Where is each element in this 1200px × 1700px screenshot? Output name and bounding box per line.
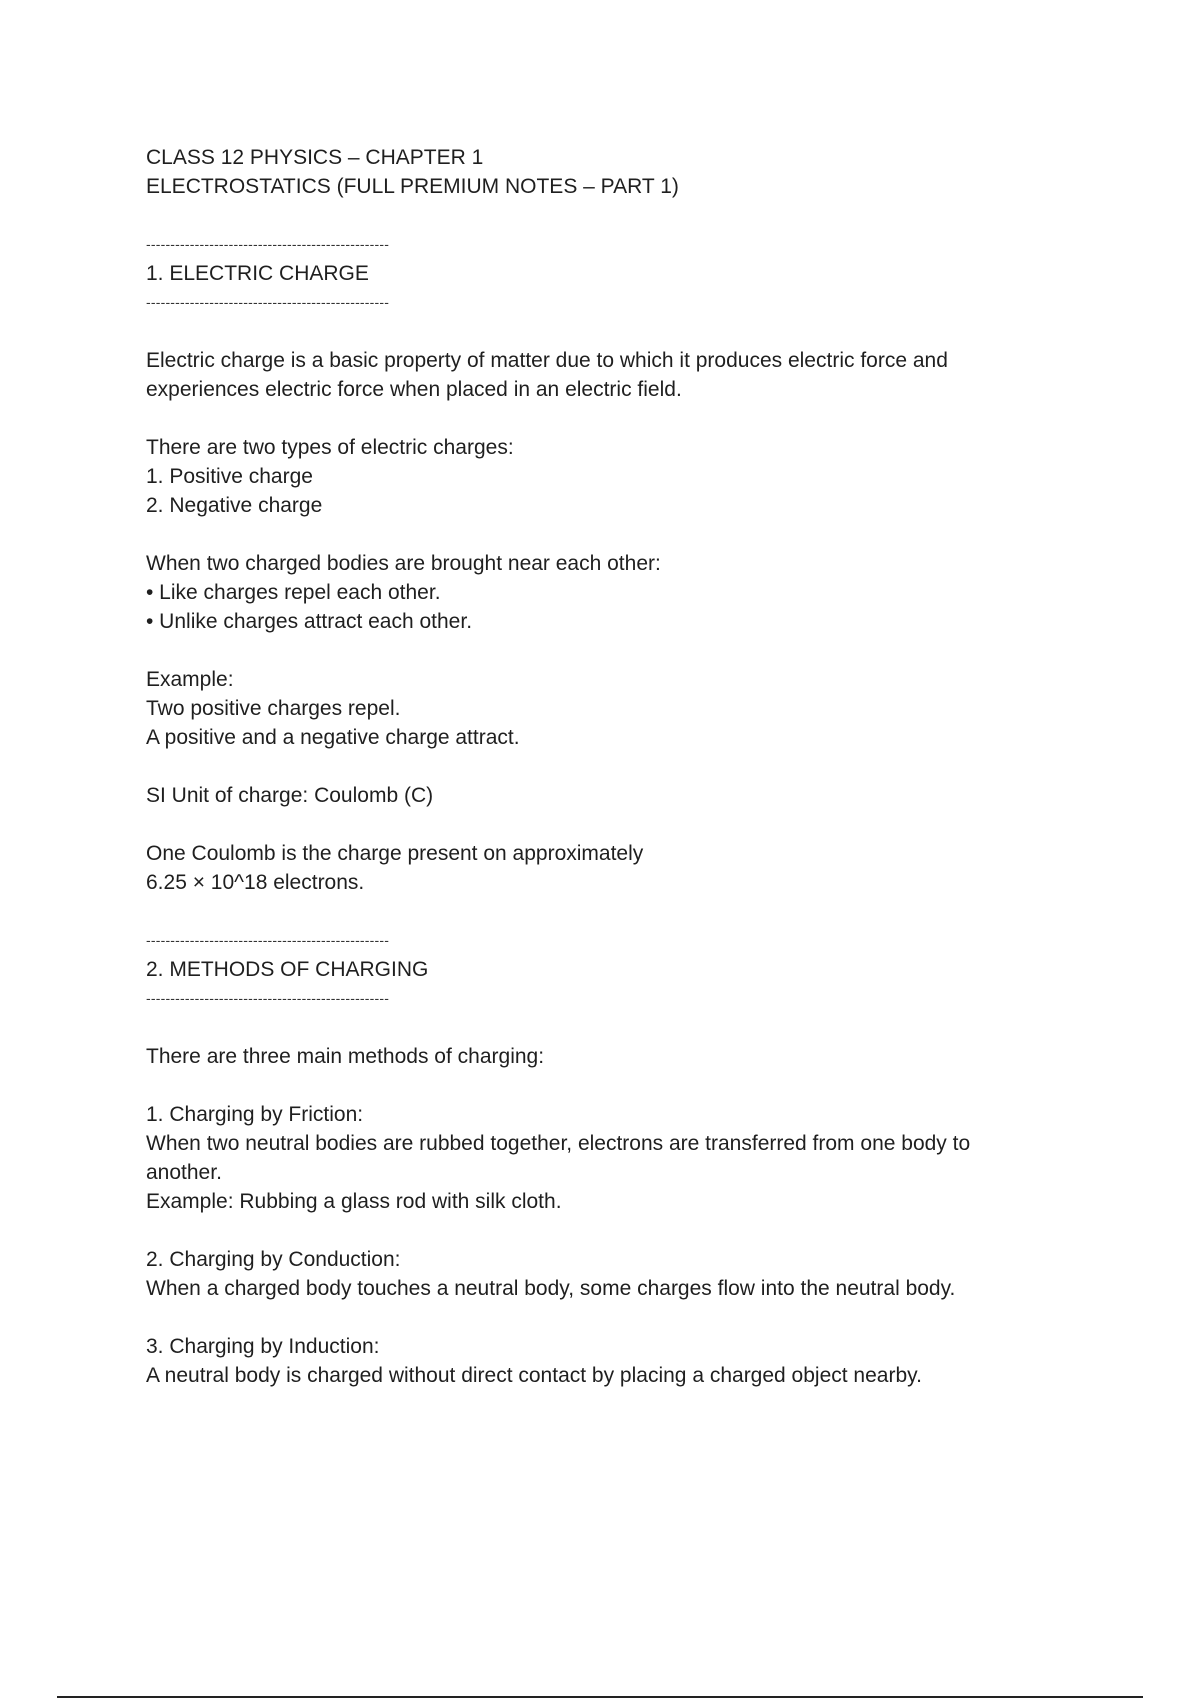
section1-title: 1. ELECTRIC CHARGE xyxy=(146,262,369,285)
example-label: Example: xyxy=(146,668,234,691)
spacer xyxy=(146,317,1146,346)
types-intro: There are two types of electric charges: xyxy=(146,436,514,459)
friction-text: When two neutral bodies are rubbed together, electrons are transferred from one body to another. xyxy=(146,1132,971,1184)
interaction-intro: When two charged bodies are brought near each other: xyxy=(146,552,661,575)
example-1: Two positive charges repel. xyxy=(146,697,401,720)
spacer xyxy=(146,636,1146,665)
example-2: A positive and a negative charge attract. xyxy=(146,726,520,749)
induction-title: 3. Charging by Induction: xyxy=(146,1335,380,1358)
spacer xyxy=(146,1071,1146,1100)
friction-example: Example: Rubbing a glass rod with silk cloth. xyxy=(146,1190,562,1213)
conduction-title: 2. Charging by Conduction: xyxy=(146,1248,401,1271)
separator-top-s2: -------------------------------------------------- xyxy=(146,932,390,948)
spacer xyxy=(146,810,1146,839)
spacer xyxy=(146,1216,1146,1245)
conduction-text: When a charged body touches a neutral body, some charges flow into the neutral body. xyxy=(146,1277,956,1300)
section2-title: 2. METHODS OF CHARGING xyxy=(146,958,429,981)
spacer xyxy=(146,520,1146,549)
interaction-like: • Like charges repel each other. xyxy=(146,581,441,604)
type-positive: 1. Positive charge xyxy=(146,465,313,488)
interaction-unlike: • Unlike charges attract each other. xyxy=(146,610,473,633)
separator-bottom-s1: -------------------------------------------------- xyxy=(146,294,390,310)
si-unit: SI Unit of charge: Coulomb (C) xyxy=(146,784,434,807)
spacer xyxy=(146,897,1146,926)
spacer xyxy=(146,752,1146,781)
spacer xyxy=(146,1303,1146,1332)
doc-title-line2: ELECTROSTATICS (FULL PREMIUM NOTES – PART 1) xyxy=(146,175,679,198)
doc-title-line1: CLASS 12 PHYSICS – CHAPTER 1 xyxy=(146,146,484,169)
friction-title: 1. Charging by Friction: xyxy=(146,1103,364,1126)
spacer xyxy=(146,201,1146,230)
coulomb-line2: 6.25 × 10^18 electrons. xyxy=(146,871,365,894)
spacer xyxy=(146,404,1146,433)
induction-text: A neutral body is charged without direct contact by placing a charged object nearby. xyxy=(146,1364,922,1387)
methods-intro: There are three main methods of charging: xyxy=(146,1045,545,1068)
type-negative: 2. Negative charge xyxy=(146,494,323,517)
coulomb-line1: One Coulomb is the charge present on approximately xyxy=(146,842,644,865)
charge-definition: Electric charge is a basic property of matter due to which it produces electric force and experiences electric force when placed in an electric field. xyxy=(146,349,948,401)
separator-top-s1: -------------------------------------------------- xyxy=(146,236,390,252)
document-page xyxy=(146,143,1146,1390)
spacer xyxy=(146,1013,1146,1042)
separator-bottom-s2: -------------------------------------------------- xyxy=(146,990,390,1006)
page-bottom-rule xyxy=(57,1696,1143,1698)
